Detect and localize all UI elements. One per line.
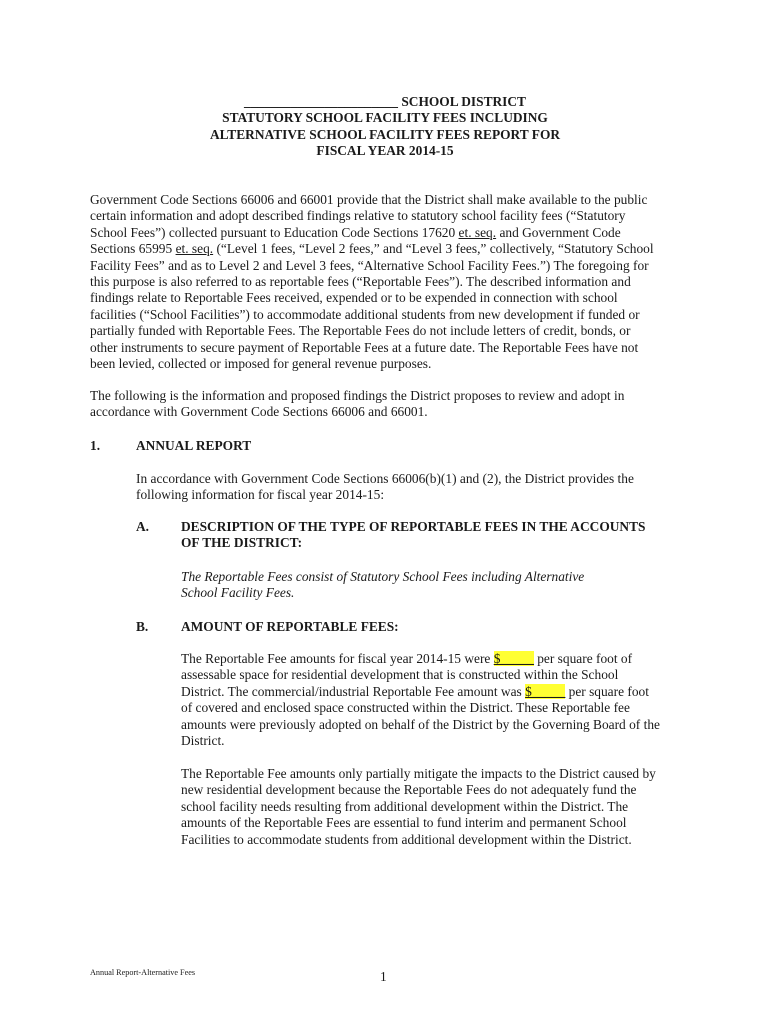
- intro-text: School Fees”) collected pursuant to Education Code Sections 17620: [90, 224, 459, 240]
- title-line-3: ALTERNATIVE SCHOOL FACILITY FEES REPORT FOR: [209, 126, 561, 142]
- fee-line: of covered and enclosed space constructed within the District. These Reportable fee: [181, 700, 630, 716]
- intro-text: and Government Code: [496, 224, 621, 240]
- following-line: The following is the information and proposed findings the District proposes to review and adopt in: [90, 388, 625, 403]
- mitigation-line: new residential development because the Reportable Fees do not adequately fund the: [181, 782, 637, 798]
- following-line: accordance with Government Code Sections 66006 and 66001.: [90, 404, 428, 420]
- intro-text: Sections 65995: [90, 241, 176, 257]
- fee-line: [181, 684, 679, 700]
- intro-line: findings relate to Reportable Fees received, expended or to be expended in connection with school: [90, 290, 618, 306]
- subsection-b-letter: B.: [136, 619, 149, 634]
- subsection-a-line: The Reportable Fees consist of Statutory School Fees including Alternative: [181, 569, 585, 584]
- mitigation-line: school facility needs resulting from additional development within the District. The: [181, 798, 629, 814]
- fee-amounts-paragraph: [181, 651, 679, 749]
- residential-fee-blank[interactable]: $_____: [493, 651, 534, 666]
- section-number: 1.: [90, 438, 101, 453]
- fee-text: District. The commercial/industrial Reportable Fee amount was: [181, 683, 526, 699]
- et-seq-underlined: et. seq.: [458, 224, 497, 240]
- subsection-a-body: [181, 569, 641, 602]
- section-intro-line: following information for fiscal year 2014-15:: [136, 487, 385, 503]
- intro-paragraph: [90, 192, 684, 372]
- commercial-fee-blank[interactable]: $_____: [525, 683, 566, 699]
- intro-line: facilities (“School Facilities”) to accommodate additional students from new development if funded or: [90, 306, 640, 322]
- fee-line: amounts were previously adopted on behalf of the District by the Governing Board of the: [181, 716, 660, 732]
- fee-line: [181, 651, 679, 667]
- intro-line: other instruments to secure payment of Reportable Fees at a future date. The Reportable Fees have not: [90, 339, 639, 355]
- mitigation-line: The Reportable Fee amounts only partially mitigate the impacts to the District caused by: [181, 766, 656, 781]
- footer-label: Annual Report-Alternative Fees: [90, 968, 196, 977]
- intro-line: partially funded with Reportable Fees. The Reportable Fees do not include letters of credit, bonds, or: [90, 323, 631, 339]
- fee-text: The Reportable Fee amounts for fiscal year 2014-15 were: [181, 651, 494, 666]
- subsection-b-heading: AMOUNT OF REPORTABLE FEES:: [181, 619, 399, 634]
- fee-text: per square foot: [565, 683, 649, 699]
- following-paragraph: [90, 388, 684, 421]
- subsection-a-line: School Facility Fees.: [181, 585, 295, 601]
- intro-line: [90, 241, 684, 257]
- title-line-district: _______________________ SCHOOL DISTRICT: [244, 94, 526, 109]
- section-intro-paragraph: [136, 471, 676, 504]
- section-heading: ANNUAL REPORT: [136, 438, 252, 453]
- mitigation-line: amounts of the Reportable Fees are essential to fund interim and permanent School: [181, 815, 627, 831]
- subsection-a-heading: [181, 519, 681, 552]
- fee-line: District.: [181, 733, 225, 749]
- report-title: [90, 94, 680, 160]
- subsection-a-heading-line: OF THE DISTRICT:: [181, 535, 303, 551]
- intro-line: this purpose is also referred to as reportable fees (“Reportable Fees”). The described information and: [90, 274, 631, 290]
- intro-line: certain information and adopt described findings relative to statutory school facility fees (“Statutory: [90, 208, 626, 224]
- title-line-2: STATUTORY SCHOOL FACILITY FEES INCLUDING: [222, 110, 548, 126]
- intro-line: been levied, collected or imposed for general revenue purposes.: [90, 356, 432, 372]
- title-line-fiscal-year: FISCAL YEAR 2014-15: [316, 143, 454, 159]
- subsection-a-heading-line: DESCRIPTION OF THE TYPE OF REPORTABLE FEES IN THE ACCOUNTS: [181, 519, 646, 534]
- section-intro-line: In accordance with Government Code Sections 66006(b)(1) and (2), the District provides the: [136, 471, 634, 486]
- page-number: 1: [380, 969, 387, 984]
- fee-text: per square foot of: [533, 651, 633, 666]
- et-seq-underlined: et. seq.: [175, 241, 214, 257]
- intro-line: [90, 225, 684, 241]
- mitigation-paragraph: [181, 766, 679, 848]
- intro-line: Facility Fees” and as to Level 2 and Level 3 fees, “Alternative School Facility Fees.”) The foregoing for: [90, 257, 649, 273]
- mitigation-line: Facilities to accommodate students from additional development within the District.: [181, 831, 632, 847]
- fee-line: assessable space for residential development that is constructed within the School: [181, 667, 619, 683]
- subsection-a-letter: A.: [136, 519, 150, 534]
- intro-line: Government Code Sections 66006 and 66001 provide that the District shall make available to the public: [90, 192, 648, 207]
- intro-text: (“Level 1 fees, “Level 2 fees,” and “Level 3 fees,” collectively, “Statutory School: [213, 241, 654, 257]
